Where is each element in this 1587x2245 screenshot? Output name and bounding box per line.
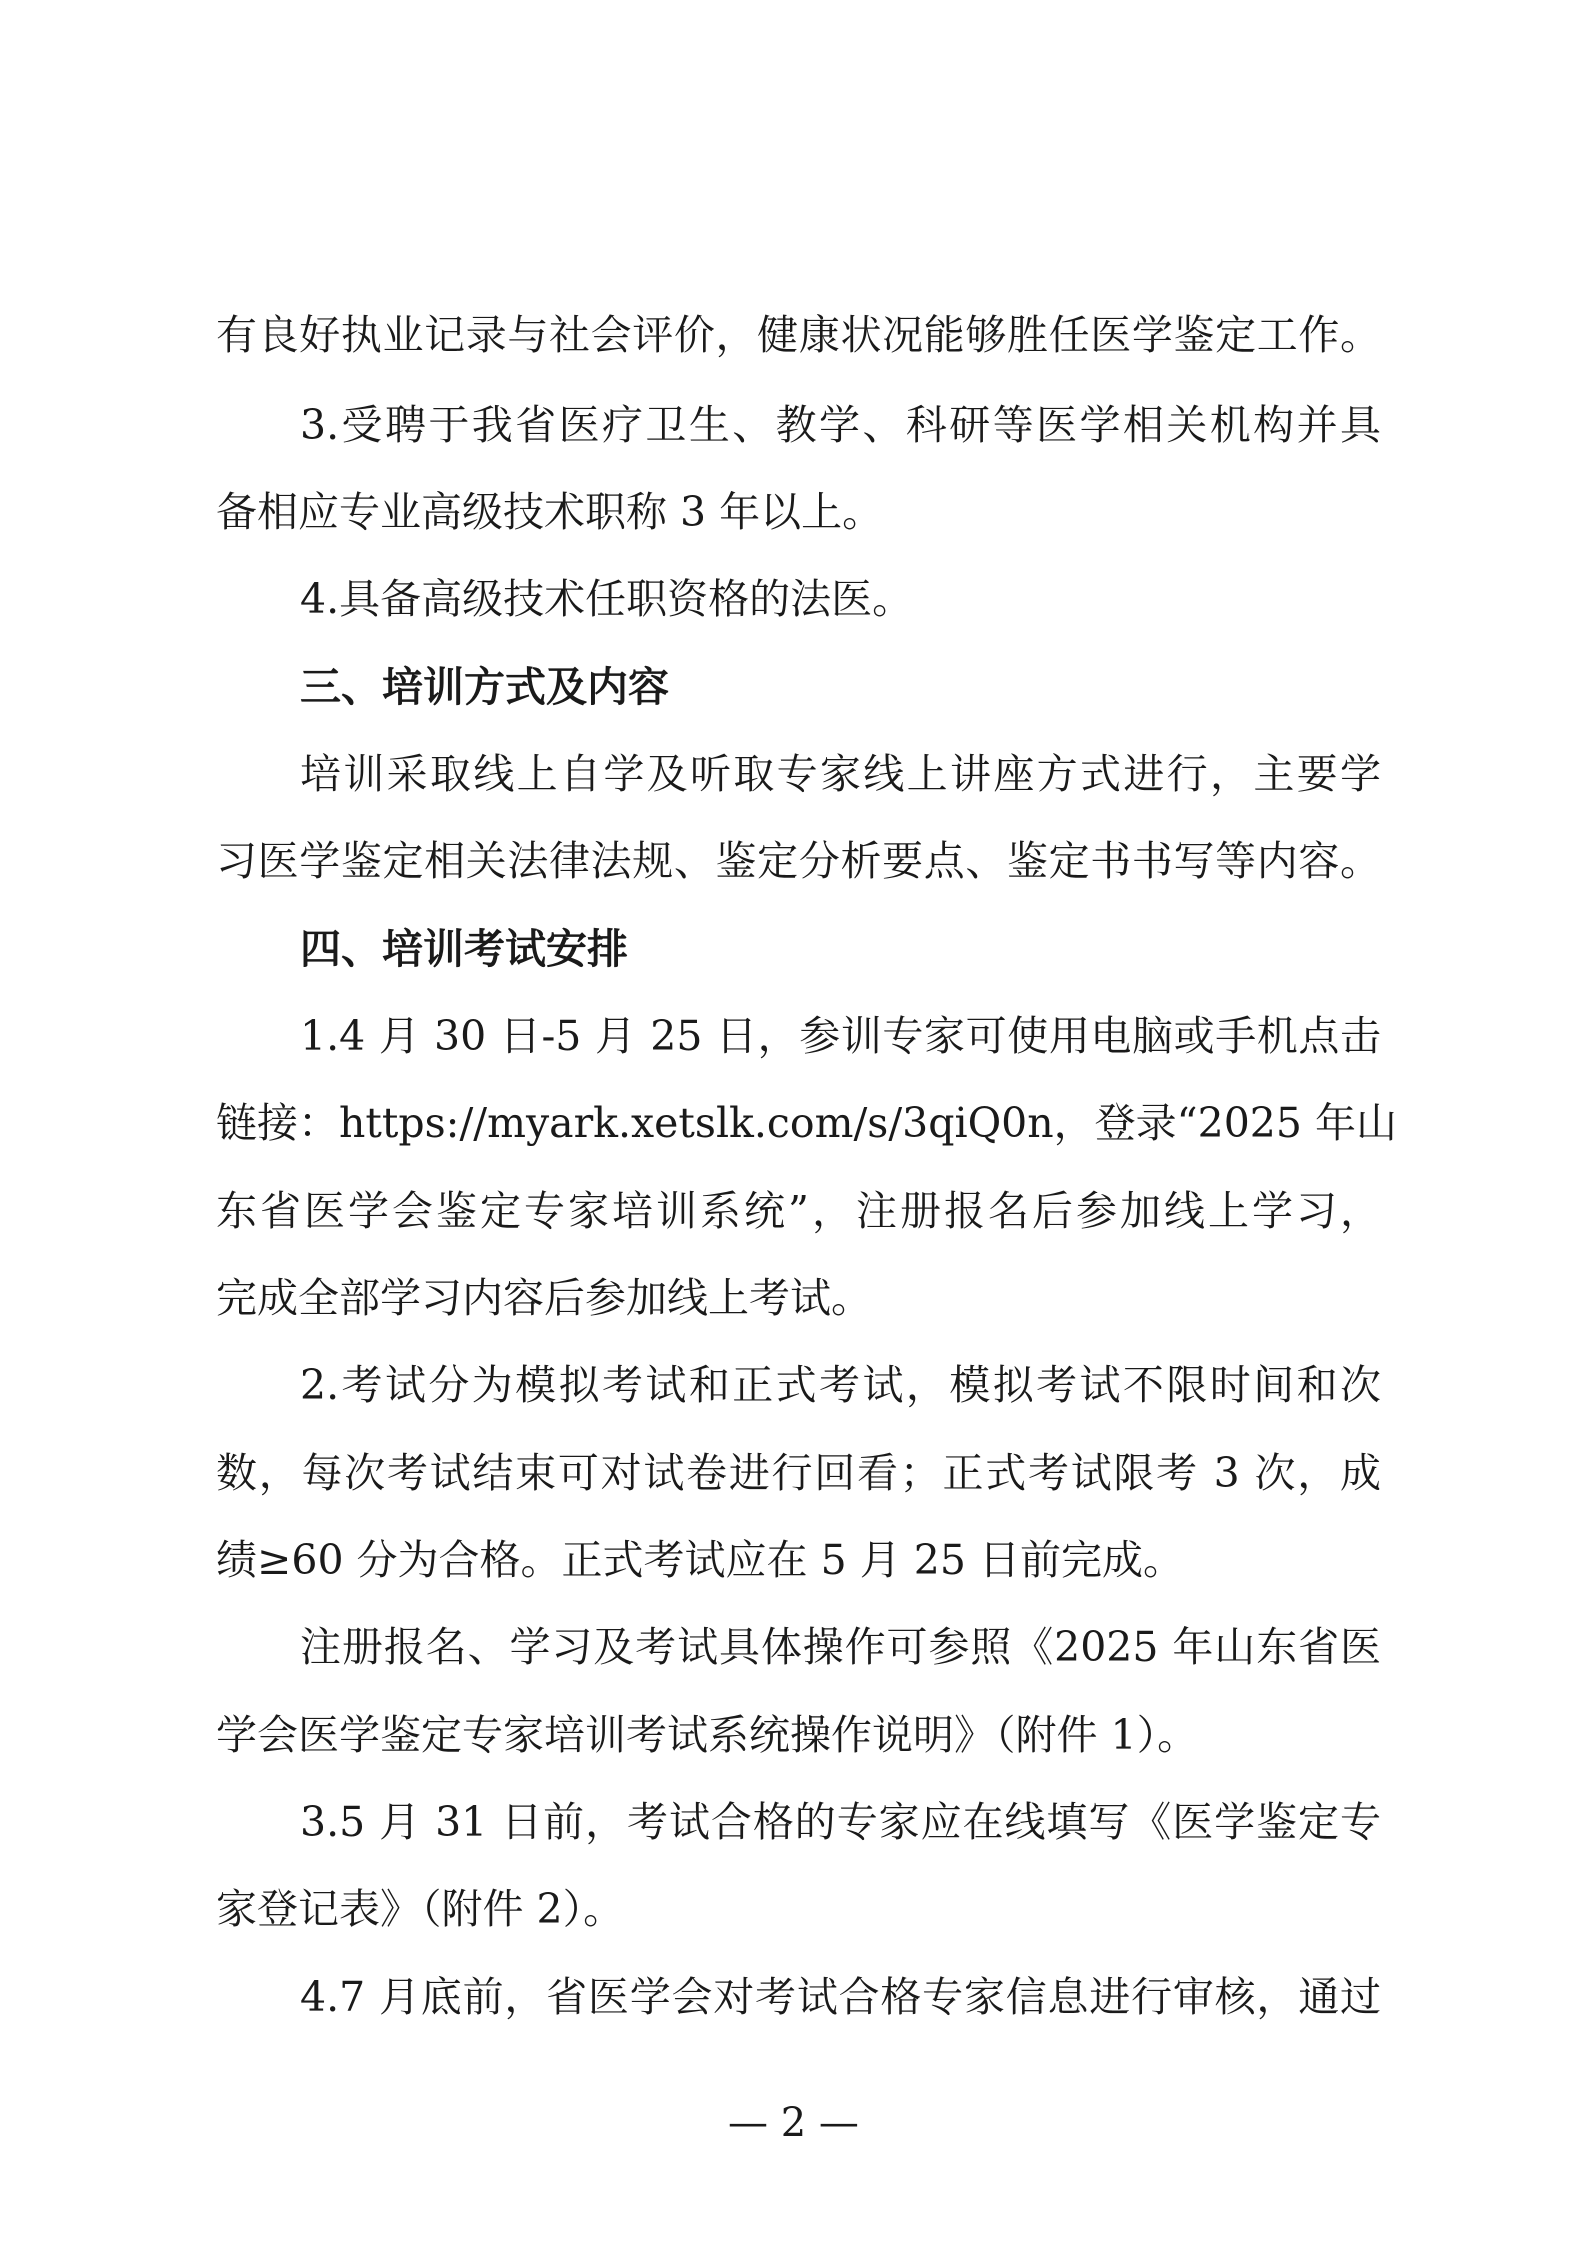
body-text-line: 培训采取线上自学及听取专家线上讲座方式进行，主要学 bbox=[300, 750, 1381, 798]
body-text-line: 家登记表》（附件 2）。 bbox=[216, 1885, 625, 1933]
schedule-item-2: 2.考试分为模拟考试和正式考试，模拟考试不限时间和次 bbox=[300, 1361, 1381, 1409]
body-text-line: 数，每次考试结束可对试卷进行回看；正式考试限考 3 次，成 bbox=[216, 1449, 1381, 1497]
body-text-line: 备相应专业高级技术职称 3 年以上。 bbox=[216, 488, 884, 536]
schedule-item-3: 3.5 月 31 日前，考试合格的专家应在线填写《医学鉴定专 bbox=[300, 1798, 1381, 1846]
body-text-line: 完成全部学习内容后参加线上考试。 bbox=[216, 1274, 872, 1322]
section-heading-training-method: 三、培训方式及内容 bbox=[300, 663, 669, 711]
schedule-item-4: 4.7 月底前，省医学会对考试合格专家信息进行审核，通过 bbox=[300, 1973, 1381, 2021]
body-text-line: 注册报名、学习及考试具体操作可参照《2025 年山东省医 bbox=[300, 1623, 1381, 1671]
schedule-item-1: 1.4 月 30 日-5 月 25 日，参训专家可使用电脑或手机点击 bbox=[300, 1012, 1381, 1060]
page-number: — 2 — bbox=[728, 2100, 859, 2146]
body-text-line: 习医学鉴定相关法律法规、鉴定分析要点、鉴定书书写等内容。 bbox=[216, 837, 1381, 885]
body-text-line: 东省医学会鉴定专家培训系统”，注册报名后参加线上学习， bbox=[216, 1187, 1381, 1235]
section-heading-exam-schedule: 四、培训考试安排 bbox=[300, 925, 628, 973]
body-text-line-with-link: 链接：https://myark.xetslk.com/s/3qiQ0n，登录“2025 年山 bbox=[216, 1099, 1398, 1147]
criteria-item-3: 3.受聘于我省医疗卫生、教学、科研等医学相关机构并具 bbox=[300, 401, 1381, 449]
body-text-line: 学会医学鉴定专家培训考试系统操作说明》（附件 1）。 bbox=[216, 1711, 1199, 1759]
body-text-line: 有良好执业记录与社会评价，健康状况能够胜任医学鉴定工作。 bbox=[216, 311, 1381, 359]
criteria-item-4: 4.具备高级技术任职资格的法医。 bbox=[300, 575, 914, 623]
body-text-line: 绩≥60 分为合格。正式考试应在 5 月 25 日前完成。 bbox=[216, 1536, 1184, 1584]
